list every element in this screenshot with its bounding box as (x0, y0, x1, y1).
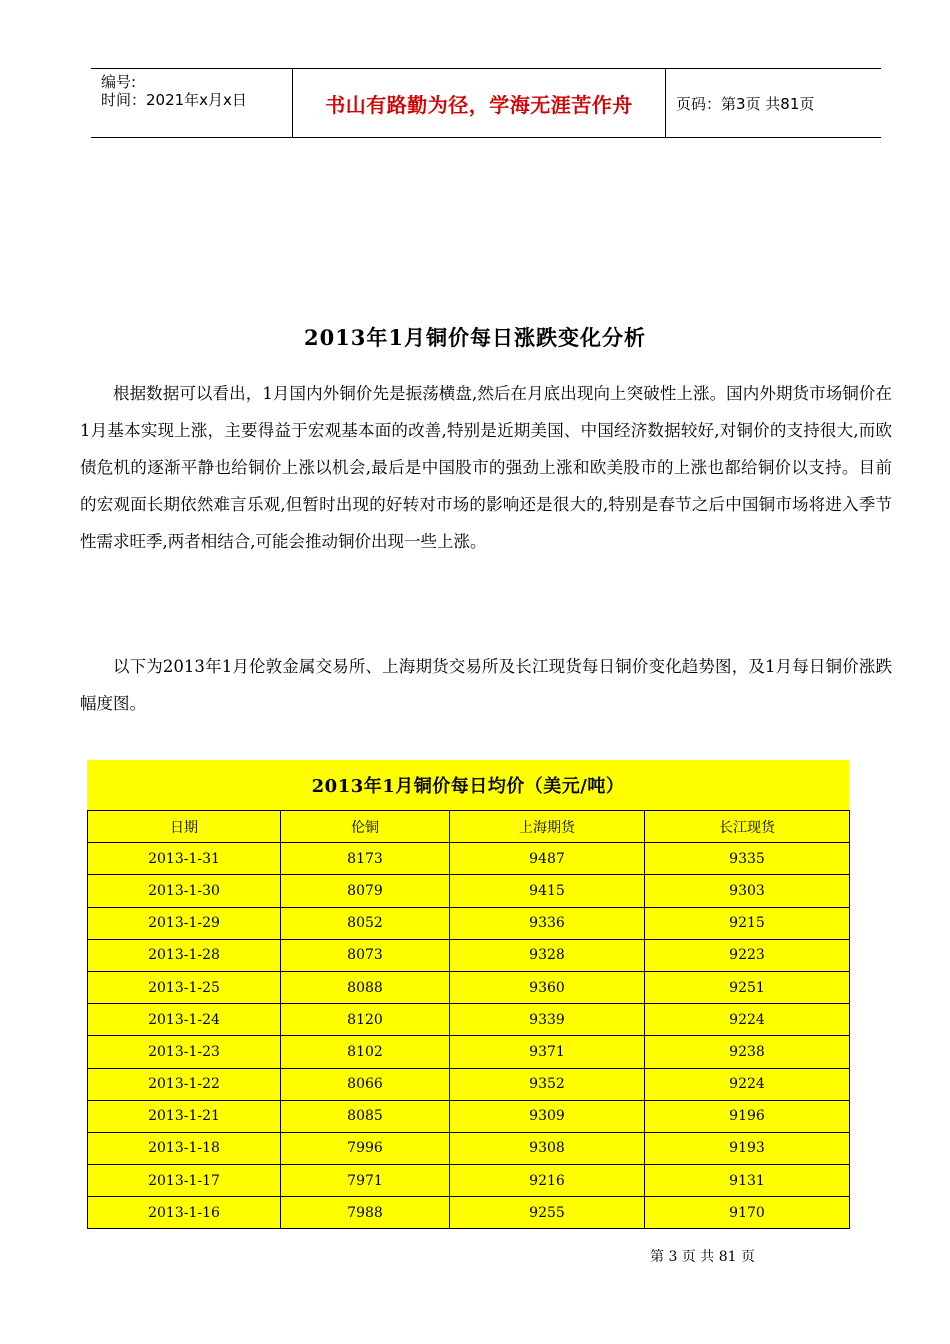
intro-paragraph: 以下为2013年1月伦敦金属交易所、上海期货交易所及长江现货每日铜价变化趋势图，及1月每日铜价涨跌幅度图。 (80, 657, 892, 713)
header-page-cell (666, 69, 881, 137)
column-header-changjiang: 长江现货 (645, 811, 850, 843)
column-header-lme: 伦铜 (281, 811, 450, 843)
header-meta-cell (91, 69, 291, 137)
table-row (88, 1068, 850, 1100)
cell-changjiang: 9193 (645, 1132, 850, 1164)
table-row (88, 907, 850, 939)
cell-shfe: 9415 (450, 875, 645, 907)
document-time-label: 时间：2021年x月x日 (101, 91, 247, 109)
header-motto: 书山有路勤为径，学海无涯苦作舟 (325, 92, 633, 117)
table-title: 2013年1月铜价每日均价（美元/吨） (87, 760, 849, 810)
cell-date: 2013-1-30 (88, 875, 281, 907)
cell-date: 2013-1-25 (88, 971, 281, 1003)
cell-lme: 8066 (281, 1068, 450, 1100)
document-number-label: 编号: (101, 73, 137, 91)
cell-shfe: 9255 (450, 1197, 645, 1229)
cell-changjiang: 9223 (645, 939, 850, 971)
cell-shfe: 9308 (450, 1132, 645, 1164)
table-row (88, 1004, 850, 1036)
cell-shfe: 9352 (450, 1068, 645, 1100)
table-row (88, 1197, 850, 1229)
cell-changjiang: 9170 (645, 1197, 850, 1229)
cell-lme: 8120 (281, 1004, 450, 1036)
cell-changjiang: 9335 (645, 843, 850, 875)
table-row (88, 939, 850, 971)
cell-lme: 8085 (281, 1100, 450, 1132)
header-motto-cell (292, 69, 666, 137)
table-row (88, 1165, 850, 1197)
cell-lme: 7971 (281, 1165, 450, 1197)
cell-shfe: 9371 (450, 1036, 645, 1068)
cell-lme: 8052 (281, 907, 450, 939)
cell-date: 2013-1-29 (88, 907, 281, 939)
cell-changjiang: 9303 (645, 875, 850, 907)
cell-date: 2013-1-21 (88, 1100, 281, 1132)
article-title: 2013年1月铜价每日涨跌变化分析 (303, 325, 647, 350)
column-header-date: 日期 (88, 811, 281, 843)
page-header (91, 68, 881, 138)
cell-lme: 7988 (281, 1197, 450, 1229)
cell-date: 2013-1-23 (88, 1036, 281, 1068)
cell-lme: 8073 (281, 939, 450, 971)
cell-date: 2013-1-28 (88, 939, 281, 971)
cell-date: 2013-1-18 (88, 1132, 281, 1164)
table-row (88, 1132, 850, 1164)
cell-date: 2013-1-31 (88, 843, 281, 875)
table-row (88, 971, 850, 1003)
cell-shfe: 9487 (450, 843, 645, 875)
copper-price-table (87, 760, 849, 1229)
cell-changjiang: 9238 (645, 1036, 850, 1068)
table-body (88, 843, 850, 1229)
cell-date: 2013-1-22 (88, 1068, 281, 1100)
cell-changjiang: 9215 (645, 907, 850, 939)
table-row (88, 1100, 850, 1132)
cell-changjiang: 9251 (645, 971, 850, 1003)
cell-lme: 8102 (281, 1036, 450, 1068)
table-row (88, 1036, 850, 1068)
cell-date: 2013-1-16 (88, 1197, 281, 1229)
cell-shfe: 9360 (450, 971, 645, 1003)
cell-changjiang: 9196 (645, 1100, 850, 1132)
cell-lme: 8079 (281, 875, 450, 907)
table-row (88, 875, 850, 907)
page-footer: 第 3 页 共 81 页 (650, 1249, 755, 1265)
cell-lme: 8088 (281, 971, 450, 1003)
cell-changjiang: 9224 (645, 1004, 850, 1036)
cell-date: 2013-1-24 (88, 1004, 281, 1036)
column-header-shfe: 上海期货 (450, 811, 645, 843)
header-page-info: 页码：第3页 共81页 (676, 94, 815, 113)
cell-lme: 8173 (281, 843, 450, 875)
cell-shfe: 9309 (450, 1100, 645, 1132)
cell-shfe: 9216 (450, 1165, 645, 1197)
cell-shfe: 9339 (450, 1004, 645, 1036)
cell-date: 2013-1-17 (88, 1165, 281, 1197)
table-header-row (88, 811, 850, 843)
cell-shfe: 9328 (450, 939, 645, 971)
cell-shfe: 9336 (450, 907, 645, 939)
cell-lme: 7996 (281, 1132, 450, 1164)
table-row (88, 843, 850, 875)
cell-changjiang: 9224 (645, 1068, 850, 1100)
price-grid (87, 810, 850, 1229)
cell-changjiang: 9131 (645, 1165, 850, 1197)
analysis-paragraph: 根据数据可以看出，1月国内外铜价先是振荡横盘,然后在月底出现向上突破性上涨。国内外期货市场铜价在1月基本实现上涨，主要得益于宏观基本面的改善,特别是近期美国、中国经济数据较好,对铜价的支持很大,而欧债危机的逐渐平静也给铜价上涨以机会,最后是中国股市的强劲上涨和欧美股市的上涨也都给铜价以支持。目前的宏观面长期依然难言乐观,但暂时出现的好转对市场的影响还是很大的,特别是春节之后中国铜市场将进入季节性需求旺季,两者相结合,可能会推动铜价出现一些上涨。 (80, 384, 892, 551)
